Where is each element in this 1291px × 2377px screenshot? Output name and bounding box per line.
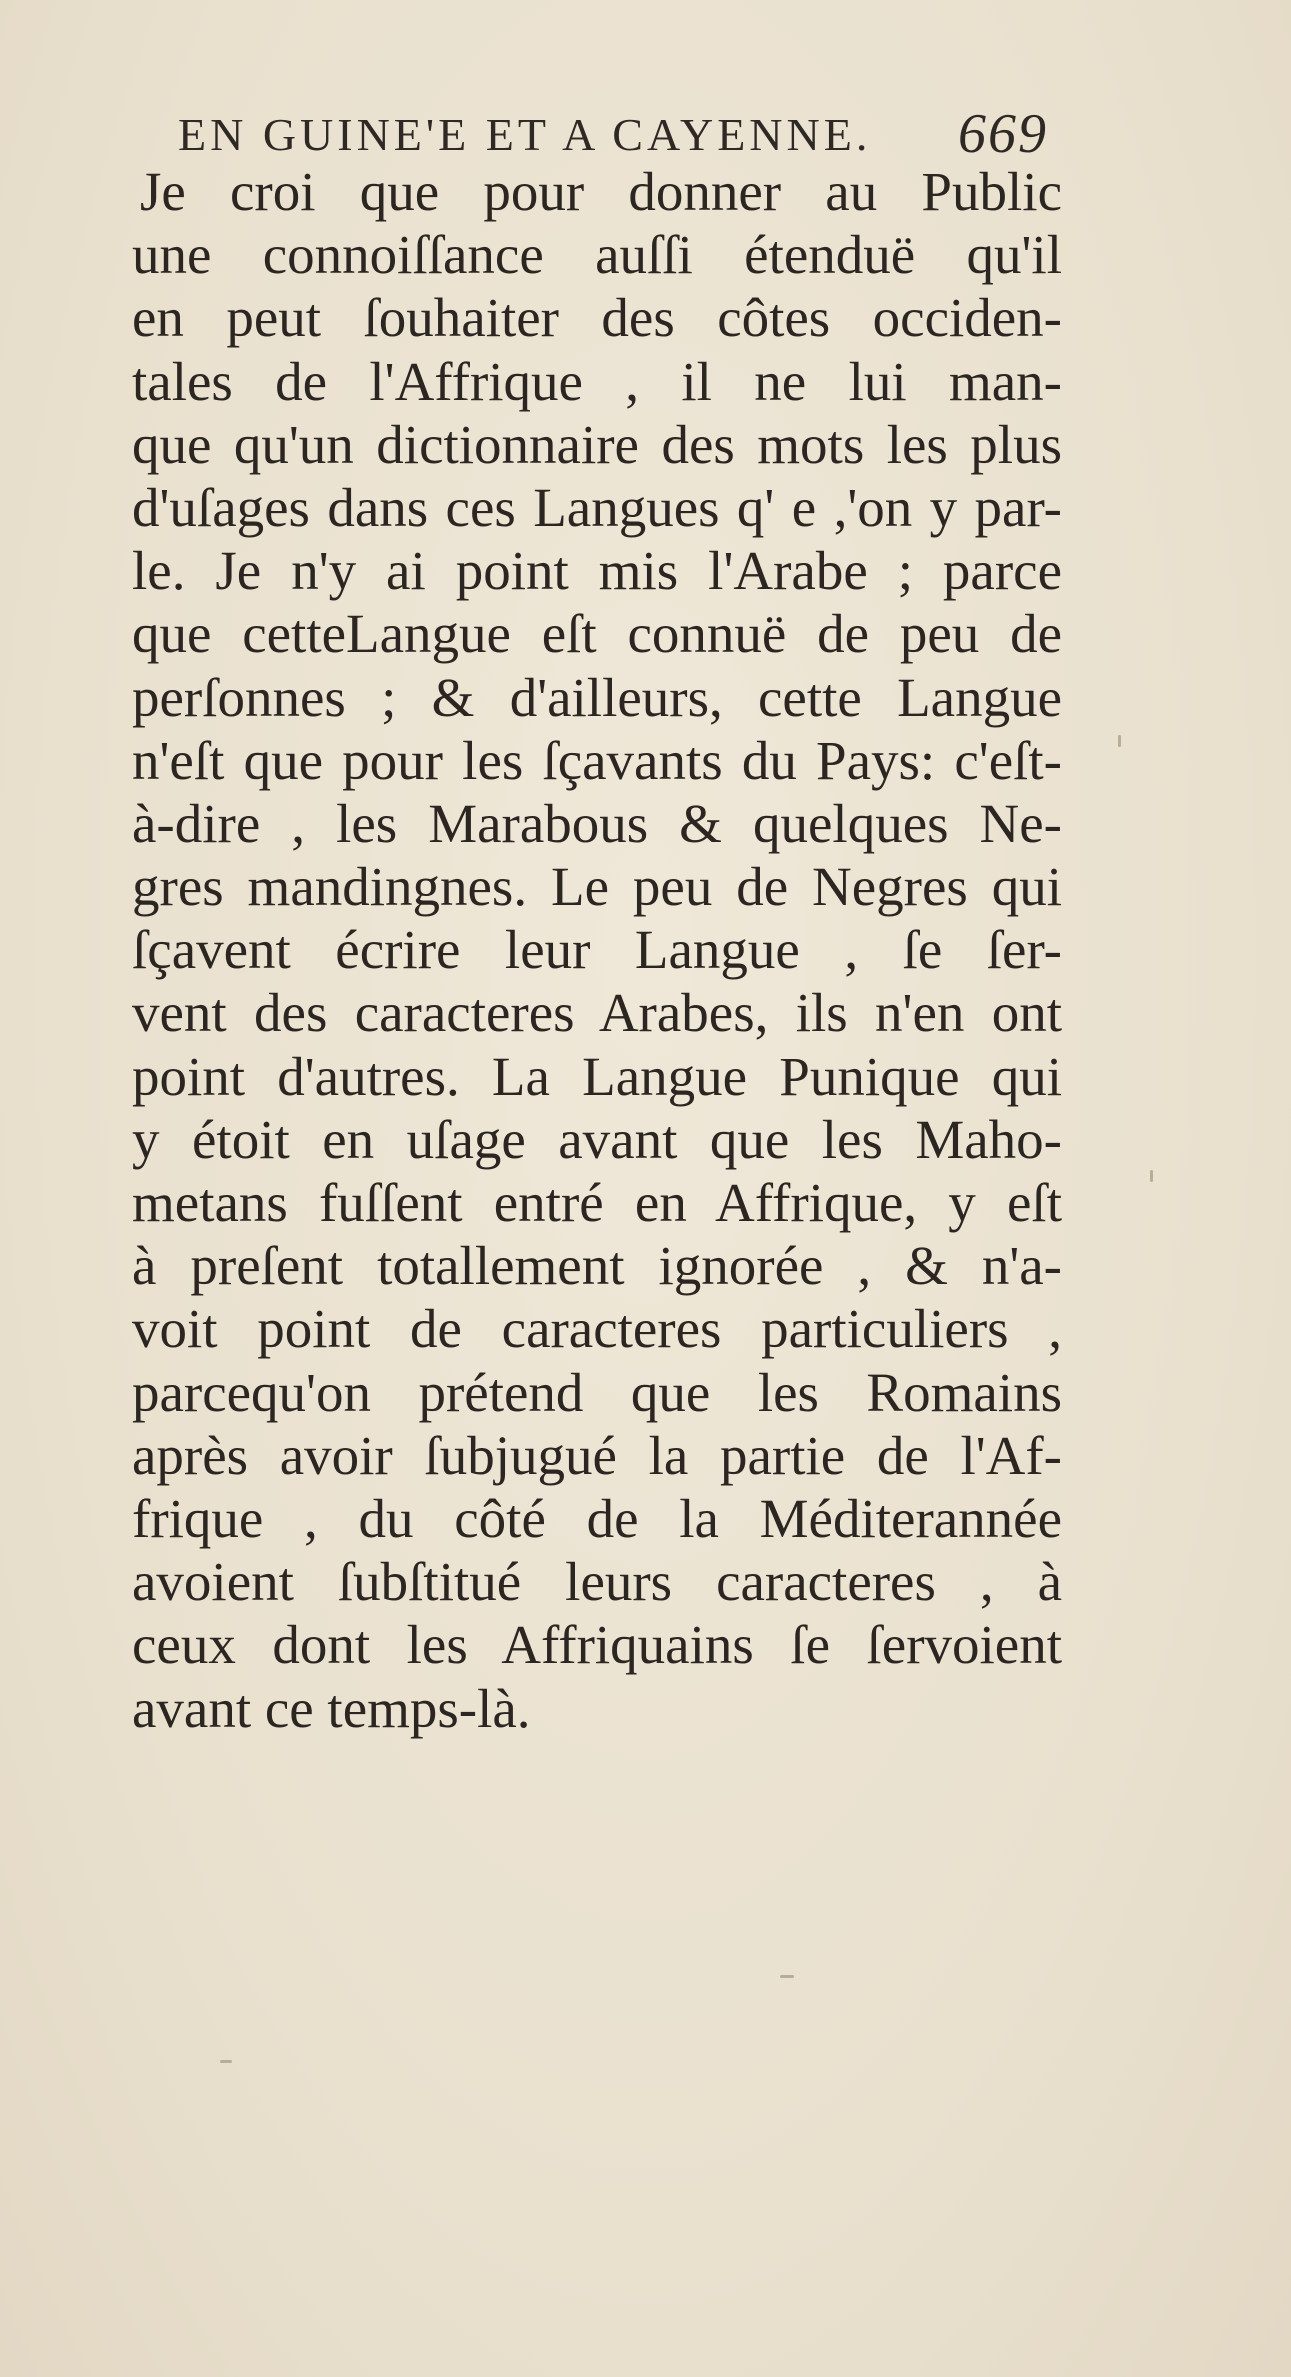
text-line: que qu'un dictionnaire des mots les plus [132, 413, 1062, 475]
paper-speck [780, 1975, 794, 1978]
text-line: tales de l'Affrique , il ne lui man- [132, 350, 1062, 412]
body-text [132, 160, 1062, 1740]
text-line: d'uſages dans ces Langues q' e ,'on y par- [132, 476, 1062, 538]
paper-speck [220, 2060, 232, 2063]
text-line: en peut ſouhaiter des côtes occiden- [132, 287, 1062, 349]
text-line: ceux dont les Affriquains ſe ſervoient [132, 1614, 1062, 1676]
text-line: point d'autres. La Langue Punique qui [132, 1045, 1062, 1107]
text-line: à-dire , les Marabous & quelques Ne- [132, 792, 1062, 854]
text-line: une connoiſſance auſſi étenduë qu'il [132, 224, 1062, 286]
text-line: y étoit en uſage avant que les Maho- [132, 1108, 1062, 1170]
text-line: metans fuſſent entré en Affrique, y eſt [132, 1172, 1062, 1233]
text-line: voit point de caracteres particuliers , [132, 1298, 1062, 1360]
running-head [178, 103, 1048, 168]
text-line: que cetteLangue eſt connuë de peu de [132, 603, 1062, 665]
text-line: vent des caracteres Arabes, ils n'en ont [132, 982, 1062, 1044]
text-line: perſonnes ; & d'ailleurs, cette Langue [132, 666, 1062, 728]
text-line: gres mandingnes. Le peu de Negres qui [132, 856, 1062, 918]
text-line: parcequ'on prétend que les Romains [132, 1361, 1062, 1423]
text-line: Je croi que pour donner au Public [140, 161, 1062, 222]
page-number: 669 [958, 103, 1048, 165]
text-line: frique , du côté de la Méditerannée [132, 1487, 1062, 1549]
text-line: après avoir ſubjugué la partie de l'Af- [132, 1424, 1062, 1486]
text-line: le. Je n'y ai point mis l'Arabe ; parce [132, 540, 1062, 602]
text-line: avoient ſubſtitué leurs caracteres , à [132, 1551, 1062, 1613]
text-line: avant ce temps-là. [132, 1677, 531, 1739]
text-line: n'eſt que pour les ſçavants du Pays: c'eſt- [132, 729, 1062, 791]
text-line: à preſent totallement ignorée , & n'a- [132, 1235, 1062, 1297]
paper-speck [1118, 735, 1121, 747]
text-line: ſçavent écrire leur Langue , ſe ſer- [132, 919, 1062, 981]
paper-speck [1150, 1170, 1153, 1182]
running-head-title: EN GUINE'E ET A CAYENNE. [178, 109, 872, 160]
